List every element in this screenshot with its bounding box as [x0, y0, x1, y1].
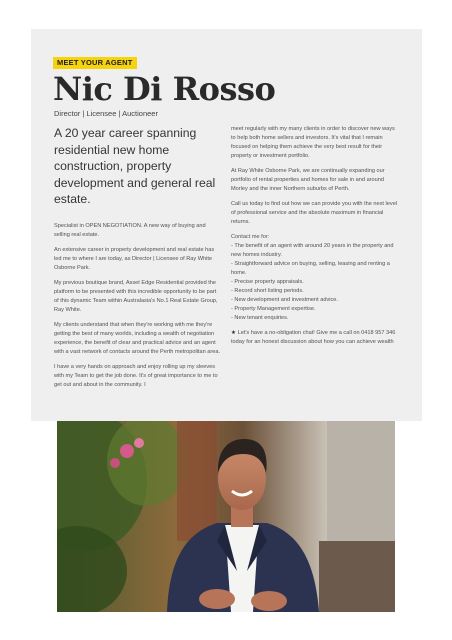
call-to-action — [231, 329, 401, 347]
portrait-illustration — [57, 421, 395, 612]
cta-text: Let's have a no-obligation chat! Give me a call on 0418 957 346 today for an honest discussion about how you can achieve wealth — [231, 330, 396, 345]
contact-list — [231, 242, 401, 323]
bio-paragraph: My clients understand that when they're working with me they're getting the best of many worlds, including a wealth of negotiation experience, the benefit of clear and practical advice and an agent with a vast network of contacts around the Perth metropolitan area. — [54, 321, 221, 355]
contact-item: - New tenant enquiries. — [231, 315, 289, 321]
contact-item: - Property Management expertise. — [231, 306, 316, 312]
bio-paragraph: I have a very hands on approach and enjoy rolling up my sleeves with my Team to get the job done. It's of great importance to me to get out and about in the community. I — [54, 363, 218, 388]
bio-paragraph: meet regularly with my many clients in order to discover new ways to help both home sellers and investors. It's vital that I remain focused on helping them achieve the very best result for their property or investment portfolio. — [231, 126, 395, 159]
bio-paragraph: Call us today to find out how we can provide you with the next level of professional service and the absolute maximum in financial returns. — [231, 201, 398, 225]
lead-statement: A 20 year career spanning residential new home construction, property development and general real estate. — [54, 126, 216, 206]
left-column — [54, 125, 222, 396]
agent-name: Nic Di Rosso — [53, 70, 276, 108]
bio-paragraph: Specialist in OPEN NEGOTIATION. A new way of buying and selling real estate. — [54, 222, 206, 238]
star-icon: ★ — [231, 330, 237, 336]
contact-item: - The benefit of an agent with around 20 years in the property and new homes industry. — [231, 243, 394, 258]
contact-heading: Contact me for: — [231, 234, 270, 240]
contact-item: - Precise property appraisals. — [231, 279, 304, 285]
agent-portrait-photo — [57, 421, 395, 612]
contact-item: - New development and investment advice. — [231, 297, 338, 303]
agent-role: Director | Licensee | Auctioneer — [54, 109, 158, 118]
right-column — [231, 125, 401, 353]
bio-paragraph: An extensive career in property development and real estate has led me to where I are today, as Director | Licensee of Ray White Osborne Park. — [54, 246, 215, 271]
contact-item: - Straightforward advice on buying, selling, leasing and renting a home. — [231, 261, 390, 276]
section-badge: MEET YOUR AGENT — [53, 57, 137, 69]
contact-item: - Record short listing periods. — [231, 288, 304, 294]
bio-paragraph: My previous boutique brand, Asset Edge Residential provided the platform to be presented with this incredible opportunity to be part of this dynamic Team within Australasia's No.1 Real Estate Group, Ray White. — [54, 279, 218, 313]
bio-paragraph: At Ray White Osborne Park, we are continually expanding our portfolio of rental properties and homes for sale in and around Morley and the inner Northern suburbs of Perth. — [231, 168, 385, 192]
agent-profile-panel — [31, 29, 422, 421]
